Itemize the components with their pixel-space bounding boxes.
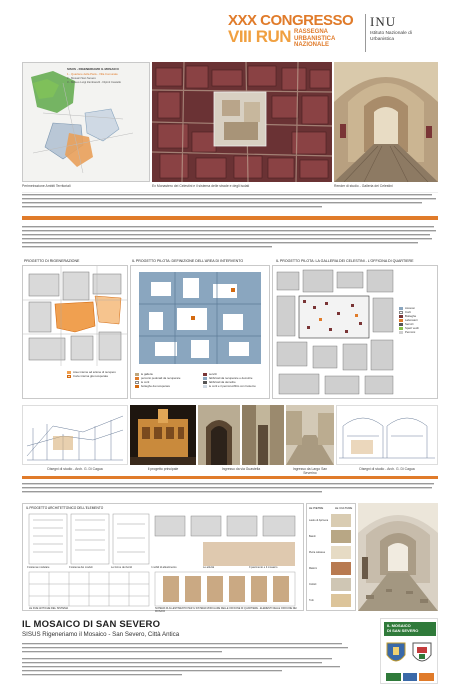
photo-caption: Ingresso da Largo San Severino bbox=[292, 467, 328, 475]
architectural-elements bbox=[22, 503, 304, 611]
legend-mid bbox=[135, 372, 267, 388]
inu-name: Istituto Nazionale di Urbanistica bbox=[370, 31, 412, 42]
rassegna-text: RASSEGNA URBANISTICA NAZIONALE bbox=[294, 29, 336, 48]
aerial-rooftops bbox=[152, 62, 332, 182]
legend-right-item: Botteghe bbox=[405, 314, 417, 318]
stones-header: LE PIETRE bbox=[309, 506, 324, 510]
gallery-render bbox=[334, 62, 438, 182]
footer-title: IL MOSAICO DI SAN SEVERO bbox=[22, 619, 161, 630]
stone-label: Mattoni bbox=[309, 566, 317, 570]
stones-table bbox=[306, 503, 356, 611]
header bbox=[0, 0, 449, 58]
legend-right-item: Percorsi bbox=[405, 330, 416, 334]
legend-right-item: Laboratori bbox=[405, 318, 418, 322]
stone-label: Lastre di Apricena bbox=[309, 518, 329, 522]
layout-caption-1: LE DUE ANTICHE DEL SISTEMA bbox=[29, 607, 69, 610]
photo-street bbox=[286, 405, 334, 465]
caption-monastery: Ex Monastero dei Celestini e il sistema delle strade e degli isolati bbox=[152, 184, 250, 188]
photo-caption: Disegni di studio - Arch. G. Di Cagua bbox=[359, 467, 415, 471]
render-label: I mobili di allestimento bbox=[151, 566, 177, 569]
logo-line1: IL MOSAICO bbox=[387, 623, 411, 628]
section-title-regeneration: PROGETTO DI RIGENERAZIONE bbox=[24, 259, 80, 263]
legend-mid-e: servizi bbox=[209, 372, 217, 376]
run-title: VIII RUN bbox=[228, 27, 292, 46]
section-title-pilot-area: IL PROGETTO PILOTA: DEFINIZIONE DELL'AREA DI INTERVENTO bbox=[132, 259, 244, 263]
text-band-3 bbox=[22, 482, 438, 498]
legend-mid-c: le corti bbox=[141, 380, 150, 384]
project-logo bbox=[380, 618, 438, 684]
gallery-plan bbox=[272, 265, 438, 399]
legend-mid-b: percorsi pedonali da recuperare bbox=[141, 376, 181, 380]
territorial-map bbox=[22, 62, 150, 182]
congress-logo bbox=[228, 12, 360, 52]
divider bbox=[365, 14, 366, 52]
stone-label: Pietra calcarea bbox=[309, 550, 325, 554]
map-legend bbox=[67, 67, 147, 84]
section-title-architectural: IL PROGETTO ARCHITETTONICO DELL'ELEMENTO bbox=[26, 506, 104, 510]
culture-header: LE CULTURE bbox=[335, 506, 353, 510]
legend-mid-f: fabbricati da recuperare e demolire bbox=[209, 376, 253, 380]
legend-mid-h: le corti e il percorso/filtro con l'esterno bbox=[209, 384, 256, 388]
legend-left-b: Corte interna già recuperata bbox=[73, 374, 108, 378]
footer-body bbox=[22, 642, 352, 688]
orange-divider bbox=[22, 216, 438, 220]
map-legend-title: SISUS - RIGENERIAMO IL MOSAICO bbox=[67, 67, 119, 71]
logo-line2: DI SAN SEVERO bbox=[387, 628, 419, 633]
photo-night bbox=[130, 405, 196, 465]
render-label: Il sistema dei moduli bbox=[69, 566, 93, 569]
legend-right-item: Accessi bbox=[405, 306, 415, 310]
crest-icon-2 bbox=[411, 641, 433, 667]
section-title-gallery: IL PROGETTO PILOTA: LA GALLERIA DEI CELESTINI - L'OFFICINA DI QUARTIERE bbox=[276, 259, 414, 263]
pilot-area-plan bbox=[130, 265, 270, 399]
text-band-2 bbox=[22, 226, 438, 254]
caption-render: Render di studio - Galleria dei Celestini bbox=[334, 184, 393, 188]
legend-right bbox=[399, 306, 437, 334]
render-label: Le forme dei bordi bbox=[111, 566, 132, 569]
sketch-left bbox=[22, 405, 128, 465]
stone-label: Tufo bbox=[309, 598, 314, 602]
inu-logo: INU bbox=[370, 14, 397, 29]
legend-mid-g: fabbricati da demolire bbox=[209, 380, 236, 384]
map-legend-item: 3 - Museo Luigi Zambarelli - Dipinti Castello bbox=[67, 80, 122, 84]
stone-label: Basoli bbox=[309, 534, 316, 538]
photo-caption: Disegni di studio - Arch. G. Di Cagua bbox=[47, 467, 103, 471]
footer-subtitle: SISUS Rigeneriamo il Mosaico - San Severo, Città Antica bbox=[22, 631, 180, 638]
stone-label: Ciottoli bbox=[309, 582, 317, 586]
legend-left-a: Aree interne ad azione di recupero bbox=[73, 370, 116, 374]
photo-caption: Ingresso da via Guastella bbox=[221, 467, 261, 471]
congress-title: XXX CONGRESSO bbox=[228, 12, 354, 29]
legend-right-item: Corti bbox=[405, 310, 411, 314]
caption-territorial: Perimetrazione Ambiti Territoriali bbox=[22, 184, 71, 188]
render-label: Il pavimento e il mosaico bbox=[249, 566, 278, 569]
crest-icon bbox=[386, 641, 406, 667]
photo-courtyard bbox=[242, 405, 284, 465]
legend-mid-d: botteghe da recuperare bbox=[141, 384, 171, 388]
corridor-render bbox=[358, 503, 438, 611]
render-label: Il sistema modulare bbox=[27, 566, 50, 569]
legend-mid-a: le gallerie bbox=[141, 372, 153, 376]
regeneration-plan bbox=[22, 265, 128, 399]
photo-caption: Il progetto principale bbox=[147, 467, 179, 471]
legend-right-item: Spazi verdi bbox=[405, 326, 419, 330]
render-label: Le attività bbox=[203, 566, 215, 569]
orange-divider-2 bbox=[22, 476, 438, 479]
sketch-right bbox=[336, 405, 438, 465]
text-band-1 bbox=[22, 191, 438, 213]
map-legend-item: 1 - Quartiere della Pietà - Villa Comunale bbox=[67, 72, 118, 76]
map-legend-item: 2 - Mosaici San Severo bbox=[67, 76, 96, 80]
legend-left bbox=[67, 370, 127, 378]
photo-doorway bbox=[198, 405, 240, 465]
layout-caption-2: SCHEMA DI ALLESTIMENTO PER IL SISTEMA MODULARE DELLE OFFICINE DI QUARTIERE - ELEMENTI DELLE OFFICINE DEI MOSAICI bbox=[155, 607, 297, 613]
legend-right-item: Servizi bbox=[405, 322, 414, 326]
